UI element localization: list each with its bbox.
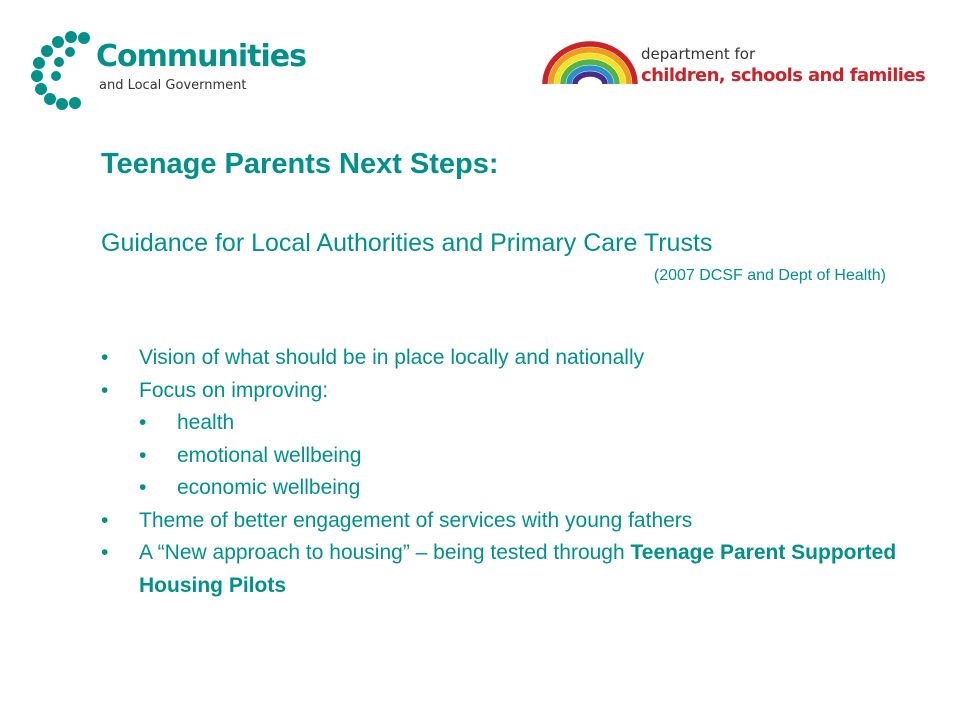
dot-ring-icon <box>26 30 96 110</box>
communities-logo-main: Communities <box>96 39 306 74</box>
sub-bullet-text: economic wellbeing <box>177 476 361 499</box>
slide-subtitle: Guidance for Local Authorities and Primary Care Trusts <box>101 229 713 257</box>
bullet-text-bold: Teenage Parent Supported Housing Pilots <box>139 541 897 597</box>
bullet-icon: • <box>101 541 109 564</box>
bullet-text: Vision of what should be in place locally and nationally <box>139 346 645 369</box>
bullet-text: Theme of better engagement of services with young fathers <box>139 508 693 532</box>
sub-bullet-list <box>101 407 899 505</box>
communities-logo-sub: and Local Government <box>99 78 247 93</box>
sub-bullet-text: emotional wellbeing <box>177 443 362 467</box>
bullet-icon: • <box>139 443 147 467</box>
dcsf-logo-line2: children, schools and families <box>641 65 926 86</box>
bullet-icon: • <box>139 476 147 499</box>
sub-bullet-list-wrapper <box>101 407 899 505</box>
bullet-item-vision <box>101 342 899 375</box>
bullet-icon: • <box>101 346 109 369</box>
bullet-item-focus <box>101 375 899 408</box>
bullet-icon: • <box>101 378 109 402</box>
bullet-text-plain: A “New approach to housing” – being tested through <box>139 541 631 564</box>
bullet-text <box>139 537 899 602</box>
bullet-icon: • <box>101 508 109 532</box>
sub-bullet-item-health <box>139 407 899 440</box>
bullet-item-fathers <box>101 505 899 538</box>
bullet-text: Focus on improving: <box>139 378 329 402</box>
dcsf-logo <box>540 38 940 98</box>
bullet-list <box>101 342 899 602</box>
slide-source: (2007 DCSF and Dept of Health) <box>653 267 886 284</box>
bullet-item-housing <box>101 537 899 602</box>
dcsf-logo-line1: department for <box>641 45 756 63</box>
rainbow-icon <box>540 38 640 88</box>
sub-bullet-item-emotional <box>139 440 899 473</box>
sub-bullet-text: health <box>177 411 235 434</box>
slide-title: Teenage Parents Next Steps: <box>101 148 499 180</box>
sub-bullet-item-economic <box>139 472 899 505</box>
bullet-icon: • <box>139 411 147 434</box>
communities-logo <box>26 30 306 110</box>
